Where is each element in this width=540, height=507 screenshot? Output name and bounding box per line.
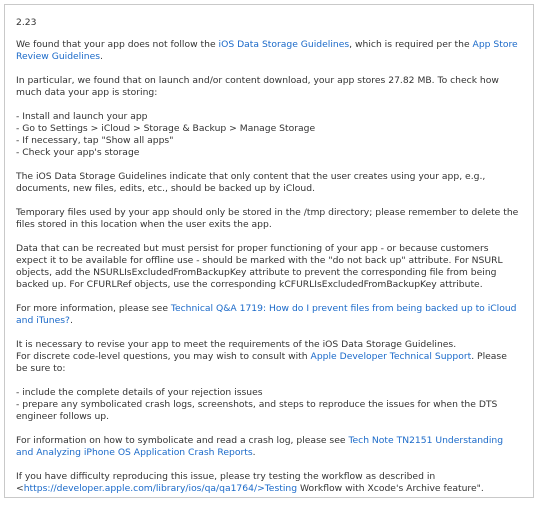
technical-qa-1719-link[interactable]: Technical Q&A 1719: How do I prevent files from being backed up to iCloud and iTunes? — [16, 303, 517, 326]
more-info-text: For more information, please see — [16, 303, 171, 314]
step-item: - Install and launch your app — [16, 111, 148, 122]
paragraph-more-info — [16, 303, 520, 327]
rejection-message-panel — [4, 4, 534, 498]
intro-text: We found that your app does not follow the — [16, 39, 219, 50]
message-body — [16, 17, 520, 507]
more-info-text-end: . — [69, 315, 73, 326]
bullets-list — [16, 387, 520, 423]
crash-log-text: For information on how to symbolicate and read a crash log, please see — [16, 435, 349, 446]
step-item: - Check your app's storage — [16, 147, 140, 158]
ios-data-storage-guidelines-link[interactable]: iOS Data Storage Guidelines — [218, 39, 350, 50]
guideline-number: 2.23 — [16, 17, 37, 28]
paragraph-do-not-backup: Data that can be recreated but must persist for proper functioning of your app - or because customers expect it to be available for offline use - should be marked with the "do not back up" attribute. For NSURL objects, add the NSURLIsExcludedFromBackupKey attribute to prevent the corresponding file from being backed up. For CFURLRef objects, use the corresponding kCFURLIsExcludedFromBackupKey attribute. — [16, 243, 503, 290]
paragraph-reproduce — [16, 471, 520, 495]
dts-text-end: . Please be sure to: — [16, 351, 507, 374]
reproduce-text-end: Workflow with Xcode's Archive feature". — [297, 483, 484, 494]
app-store-review-guidelines-link[interactable]: App Store Review Guidelines — [16, 39, 518, 62]
paragraph-storage-amount: In particular, we found that on launch and/or content download, your app stores 27.82 MB. To check how much data your app is storing: — [16, 75, 499, 98]
intro-text-mid: , which is required per the — [349, 39, 473, 50]
crash-log-text-end: . — [252, 447, 256, 458]
steps-list — [16, 111, 520, 159]
dts-text: For discrete code-level questions, you may wish to consult with — [16, 351, 311, 362]
developer-technical-support-link[interactable]: Apple Developer Technical Support — [310, 351, 472, 362]
step-item: - Go to Settings > iCloud > Storage & Backup > Manage Storage — [16, 123, 316, 134]
bullet-item: - prepare any symbolicated crash logs, screenshots, and steps to reproduce the issues for when the DTS engineer follows up. — [16, 399, 498, 422]
step-item: - If necessary, tap "Show all apps" — [16, 135, 174, 146]
paragraph-temporary-files: Temporary files used by your app should only be stored in the /tmp directory; please remember to delete the files stored in this location when the user exits the app. — [16, 207, 519, 230]
tech-note-tn2151-link[interactable]: Tech Note TN2151 Understanding and Analyzing iPhone OS Application Crash Reports — [16, 435, 504, 458]
paragraph-crash-log — [16, 435, 520, 459]
reproduce-text: If you have difficulty reproducing this issue, please try testing the workflow as described in < — [16, 471, 436, 494]
intro-text-end: . — [100, 51, 103, 62]
paragraph-intro — [16, 39, 520, 63]
paragraph-guidelines-summary: The iOS Data Storage Guidelines indicate that only content that the user creates using your app, e.g., documents, new files, edits, etc., should be backed up by iCloud. — [16, 171, 486, 194]
qa1764-testing-link[interactable]: https://developer.apple.com/library/ios/qa/qa1764/>Testing — [23, 483, 298, 494]
paragraph-revise-app — [16, 339, 520, 375]
revise-app-text: It is necessary to revise your app to meet the requirements of the iOS Data Storage Guidelines. — [16, 339, 457, 350]
bullet-item: - include the complete details of your rejection issues — [16, 387, 263, 398]
